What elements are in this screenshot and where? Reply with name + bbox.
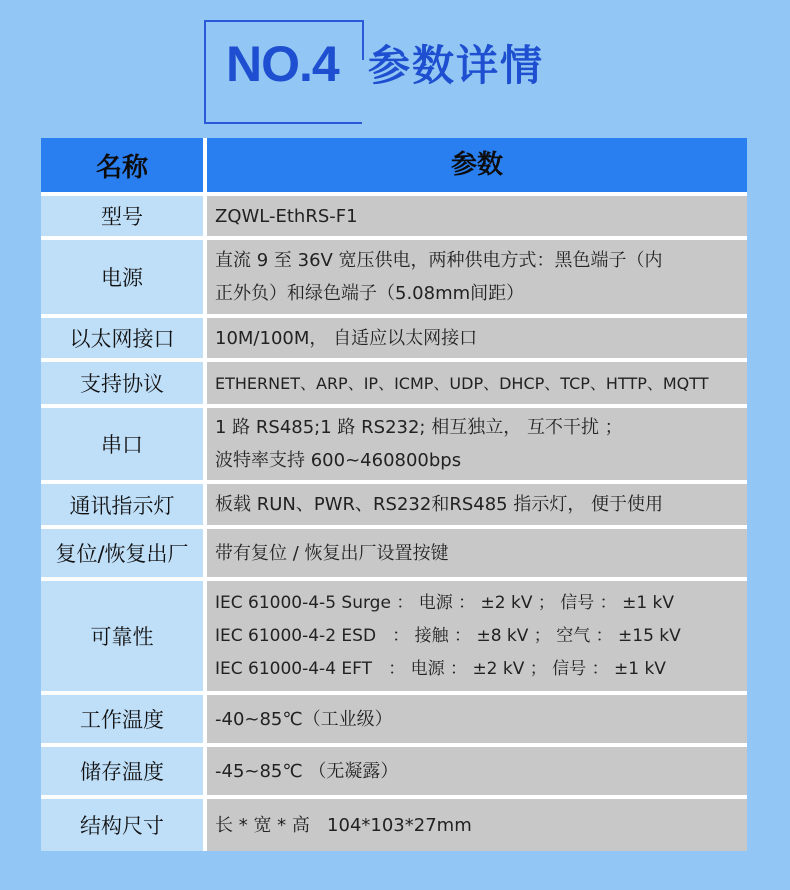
row-name: 复位/恢复出厂 [41, 529, 203, 577]
table-row [41, 236, 747, 314]
row-value [207, 581, 747, 691]
row-value-line: IEC 61000-4-4 EFT ： 电源 ： ±2 kV ； 信号 ： ±1 kV [215, 658, 666, 679]
row-value-line: 正外负）和绿色端子（5.08mm间距） [215, 283, 525, 304]
row-value [207, 484, 747, 525]
row-name: 以太网接口 [41, 318, 203, 358]
row-name: 通讯指示灯 [41, 484, 203, 525]
row-value [207, 408, 747, 480]
row-value-line: 波特率支持 600~460800bps [215, 450, 462, 471]
row-value-line: -45~85℃ （无凝露） [215, 760, 399, 782]
row-value-line: 10M/100M， 自适应以太网接口 [215, 327, 478, 349]
row-value-line: 带有复位 / 恢复出厂设置按键 [215, 542, 449, 564]
table-row [41, 192, 747, 236]
row-value-line: 直流 9 至 36V 宽压供电，两种供电方式：黑色端子（内 [215, 250, 663, 271]
row-value-line: 1 路 RS485;1 路 RS232; 相互独立， 互不干扰 ； [215, 417, 623, 438]
row-value [207, 196, 747, 236]
table-row [41, 480, 747, 525]
row-value [207, 799, 747, 851]
row-name: 储存温度 [41, 747, 203, 795]
row-value [207, 529, 747, 577]
table-row [41, 691, 747, 743]
table-row [41, 743, 747, 795]
row-value [207, 695, 747, 743]
table-row [41, 358, 747, 404]
parameter-table [41, 138, 747, 851]
row-value-line: ETHERNET、ARP、IP、ICMP、UDP、DHCP、TCP、HTTP、MQTT [215, 373, 709, 393]
row-name: 结构尺寸 [41, 799, 203, 851]
table-header-row [41, 138, 747, 192]
table-row [41, 577, 747, 691]
row-name: 工作温度 [41, 695, 203, 743]
row-name: 串口 [41, 408, 203, 480]
row-name: 电源 [41, 240, 203, 314]
row-value [207, 362, 747, 404]
row-name: 可靠性 [41, 581, 203, 691]
row-value-line: ZQWL-EthRS-F1 [215, 205, 358, 227]
table-row [41, 404, 747, 480]
row-value [207, 747, 747, 795]
table-row [41, 314, 747, 358]
row-value-line: 板载 RUN、PWR、RS232和RS485 指示灯， 便于使用 [215, 494, 664, 515]
table-row [41, 525, 747, 577]
column-header-name: 名称 [41, 138, 203, 192]
row-value-line: IEC 61000-4-5 Surge ： 电源 ： ±2 kV ； 信号 ： ±1 kV [215, 592, 675, 613]
row-value-line: IEC 61000-4-2 ESD ： 接触 ： ±8 kV ； 空气 ： ±15 kV [215, 625, 681, 646]
section-header [0, 0, 790, 130]
row-value [207, 318, 747, 358]
section-title: 参数详情 [368, 41, 545, 90]
row-value-line: 长 * 宽 * 高 104*103*27mm [215, 814, 472, 836]
row-value-line: -40~85℃（工业级） [215, 708, 393, 730]
row-name: 型号 [41, 196, 203, 236]
row-name: 支持协议 [41, 362, 203, 404]
column-header-param: 参数 [207, 138, 747, 192]
row-value [207, 240, 747, 314]
table-row [41, 795, 747, 851]
section-number: NO.4 [226, 36, 339, 92]
